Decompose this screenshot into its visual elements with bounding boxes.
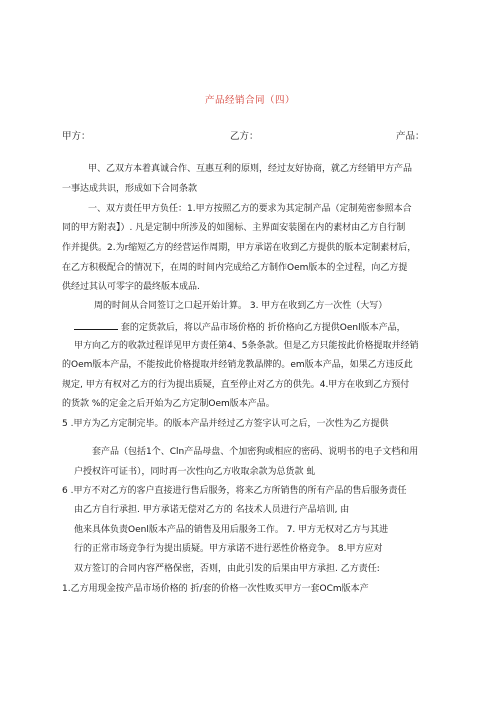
text-line: 5 .甲方为乙方定制完毕。的版本产品并经过乙方签字认可之后，一次性为乙方提供	[62, 419, 389, 429]
text-line: 6 .甲方不对乙方的客户直接进行售后服务，将来乙方所销售的所有产品的售后服务责任	[62, 486, 407, 496]
text-line: 甲方向乙方的收款过程详见甲方责任第4、5条条款。但是乙方只能按此价格提取并经销	[74, 341, 419, 351]
text-line: 行的正常市场竞争行为提出质疑。甲方承诺不进行恶性价格竞争。 8.甲方应对	[74, 544, 383, 554]
party-b-label: 乙方：	[230, 131, 259, 142]
text-line: 作并提供。2.为r缩短乙方的经营运作周期，甲方承诺在收到乙方提供的版本定制素材后，	[62, 243, 417, 253]
text-line: 同的甲方附表】）. 凡是定制中所涉及的如图标、主界面安装图在内的素材由乙方自行制	[62, 223, 406, 233]
text-line: 一事达成共识，形成如下合同条款	[62, 184, 198, 194]
text-line-with-blank	[74, 320, 406, 334]
text-line: 一、双方责任甲方负任：1.甲方按照乙方的要求为其定制产品（定制苑密参照本合	[88, 204, 412, 214]
text-line: 供经过其认可零字的最终版本成品.	[62, 282, 200, 292]
party-a-label: 甲方：	[62, 131, 91, 142]
product-label: 产品：	[396, 131, 425, 142]
text-line: 套的定货款后，将以产品市场价格的 折价格向乙方提供Oenl版本产品，	[120, 323, 406, 333]
text-line: 1.乙方用现金按产品市场价格的 折/套的价格一次性败买甲方一套OCm版本产	[62, 584, 369, 594]
blank-underline	[74, 320, 118, 330]
text-line: 套产品（包括1个、Cln产品母盘、个加密狗或相应的密码、说明书的电子文档和用	[92, 447, 419, 457]
text-line: 周的时间从合同签订之口起开始计算。 3. 甲方在收到乙方一次性（大写）	[94, 301, 388, 311]
text-line: 的Oem版本产品，不能按此价格提取并经销龙教晶牌的。em版本产品，如果乙方违反此	[62, 360, 413, 370]
text-line: 由乙方自行承担. 甲方承诺无偿对乙方的 名技术人员进行产品培训, 由	[74, 505, 350, 515]
text-line: 户授权许可证书），同时再一次性向乙方收取余款为总货款 虬	[74, 467, 316, 477]
text-line: 规定, 甲方有权对乙方的行为提出质疑，直至停止对乙方的供先。4.甲方在收到乙方预付	[62, 380, 410, 390]
text-line: 甲、乙双方本着真诚合作、互惠互利的原则，经过友好协商，就乙方经销甲方产品	[88, 164, 413, 174]
document-title: 产品经销合同（四）	[204, 95, 295, 106]
parties-row	[62, 128, 432, 142]
text-line: 双方签订的合同内容严格保密，否则，由此引发的后果由甲方承担. 乙方责任:	[74, 564, 380, 574]
text-line: 的货款 %的定金之后开始为乙方定制Oem版本产品。	[62, 399, 275, 409]
text-line: 他来具体负责Oenl版本产品的销售及用后服务工作。 7. 甲方无权对乙方与其进	[74, 525, 389, 535]
text-line: 在乙方积极配合的情况下，在周的时间内完成给乙方制作Oem版本的全过程，向乙方提	[62, 263, 408, 273]
